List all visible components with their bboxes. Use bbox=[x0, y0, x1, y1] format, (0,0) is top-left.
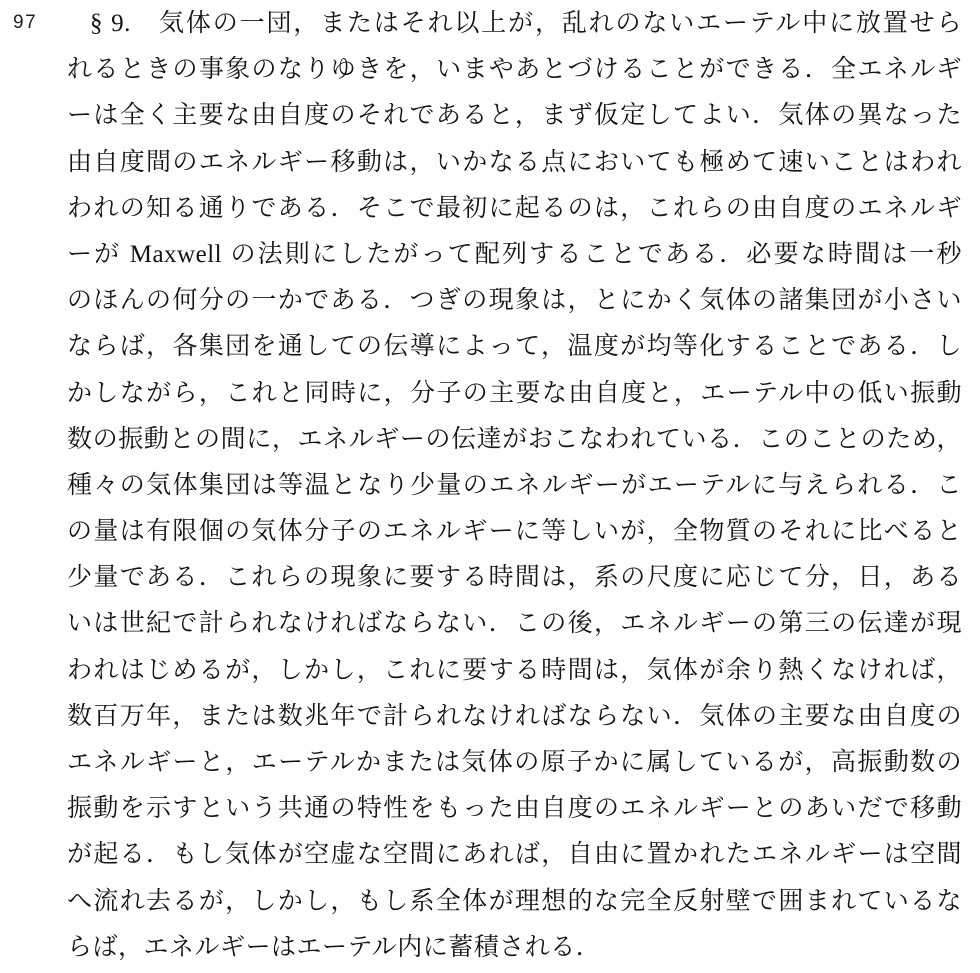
text-line: 由自度間のエネルギー移動は，いかなる点においても極めて速いことはわれ bbox=[67, 148, 962, 176]
text-line: いは世紀で計られなければならない．この後，エネルギーの第三の伝達が現 bbox=[67, 610, 962, 638]
text-line: れるときの事象のなりゆきを，いまやあとづけることができる．全エネルギ bbox=[67, 56, 962, 84]
body-text-paragraph bbox=[67, 0, 962, 971]
text-line: かしながら，これと同時に，分子の主要な由自度と，エーテル中の低い振動 bbox=[67, 379, 962, 407]
text-line: 少量である．これらの現象に要する時間は，系の尺度に応じて分，日，ある bbox=[67, 564, 962, 592]
text-line: の量は有限個の気体分子のエネルギーに等しいが，全物質のそれに比べると bbox=[67, 518, 962, 546]
text-line: われはじめるが，しかし，これに要する時間は，気体が余り熱くなければ， bbox=[67, 656, 962, 684]
text-line: が起る．もし気体が空虚な空間にあれば，自由に置かれたエネルギーは空間 bbox=[67, 841, 962, 869]
text-line: へ流れ去るが，しかし，もし系全体が理想的な完全反射壁で囲まれているな bbox=[67, 887, 962, 915]
text-line: のほんの何分の一かである．つぎの現象は，とにかく気体の諸集団が小さい bbox=[67, 287, 962, 315]
page-number: 97 bbox=[13, 12, 38, 33]
text-line: 種々の気体集団は等温となり少量のエネルギーがエーテルに与えられる．こ bbox=[67, 471, 962, 499]
text-line: § 9. 気体の一団，またはそれ以上が，乱れのないエーテル中に放置せら bbox=[90, 10, 962, 37]
text-line: エネルギーと，エーテルかまたは気体の原子かに属しているが，高振動数の bbox=[67, 749, 962, 776]
text-line: らば，エネルギーはエーテル内に蓄積される． bbox=[67, 933, 602, 961]
text-line: われの知る通りである．そこで最初に起るのは，これらの由自度のエネルギ bbox=[67, 194, 962, 222]
text-line: 数百万年，または数兆年で計られなければならない．気体の主要な由自度の bbox=[67, 702, 962, 730]
text-line: 振動を示すという共通の特性をもった由自度のエネルギーとのあいだで移動 bbox=[67, 795, 962, 823]
text-line: ならば，各集団を通しての伝導によって，温度が均等化することである．し bbox=[67, 333, 962, 361]
text-line: ーは全く主要な由自度のそれであると，まず仮定してよい．気体の異なった bbox=[67, 102, 962, 130]
text-line: ーが Maxwell の法則にしたがって配列することである．必要な時間は一秒 bbox=[67, 240, 962, 268]
text-line: 数の振動との間に，エネルギーの伝達がおこなわれている．このことのため， bbox=[67, 425, 962, 453]
